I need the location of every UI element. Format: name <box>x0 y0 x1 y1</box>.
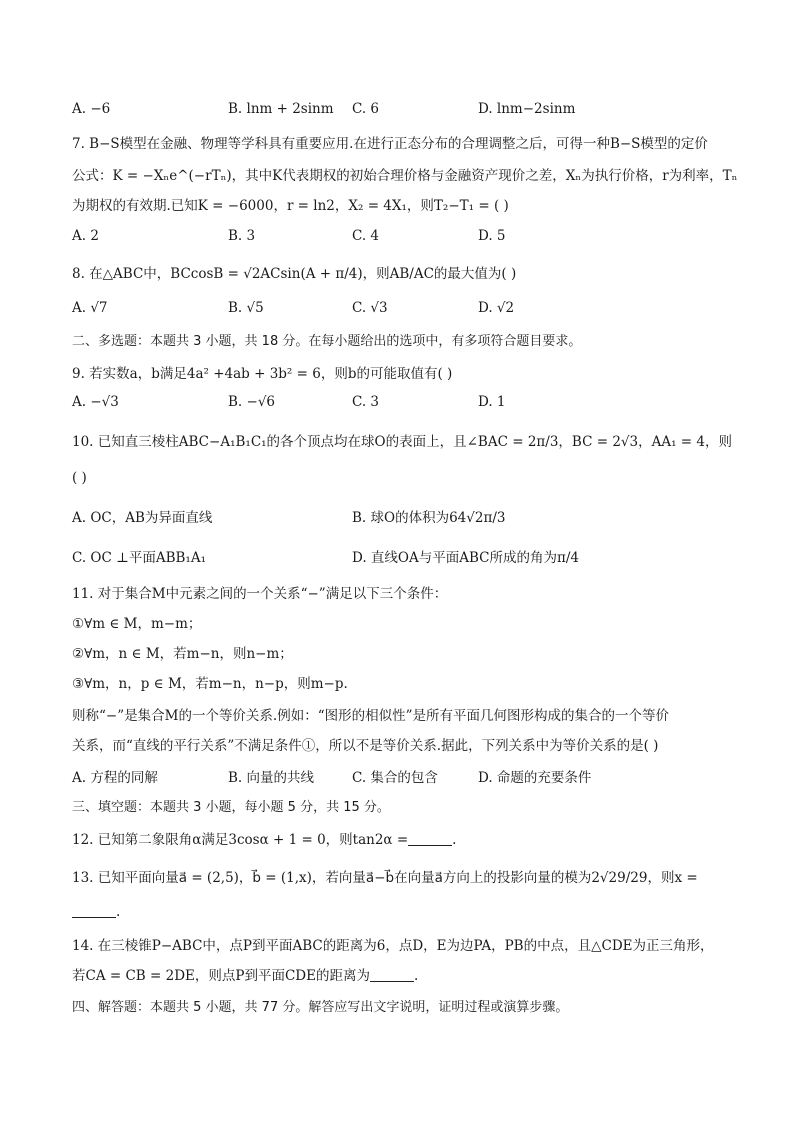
q8-option-a: A. √7 <box>72 300 108 316</box>
q6-option-c: C. 6 <box>352 101 380 117</box>
q11-line6: 关系，而“直线的平行关系”不满足条件①，所以不是等价关系.据此，下列关系中为等价关系的是( ) <box>72 738 659 754</box>
q7-option-a: A. 2 <box>72 228 99 244</box>
q7-line2: 公式：K = −Xₙe^(−rTₙ)，其中K代表期权的初始合理价格与金融资产现价之差，Xₙ为执行价格，r为利率，Tₙ <box>72 168 738 184</box>
q8-stem: 8. 在△ABC中，BCcosB = √2ACsin(A + π/4)，则AB/AC的最大值为( ) <box>72 266 517 282</box>
q7-option-c: C. 4 <box>352 228 380 244</box>
q14-line2 <box>72 966 734 986</box>
q10-option-d: D. 直线OA与平面ABC所成的角为π/4 <box>352 550 580 566</box>
q11-condition-3: ③∀m，n，p ∈ M，若m−n，n−p，则m−p. <box>72 676 348 692</box>
q9-option-d: D. 1 <box>478 394 506 410</box>
q7-line1: 7. B−S模型在金融、物理等学科具有重要应用.在进行正态分布的合理调整之后，可得一种B−S模型的定价 <box>72 136 708 152</box>
q11-option-d: D. 命题的充要条件 <box>478 770 592 786</box>
q10-line2: ( ) <box>72 470 87 486</box>
q10-line1: 10. 已知直三棱柱ABC−A₁B₁C₁的各个顶点均在球O的表面上，且∠BAC = 2π/3，BC = 2√3，AA₁ = 4，则 <box>72 434 732 450</box>
q12-text: 12. 已知第二象限角α满足3cosα + 1 = 0，则tan2α = <box>72 832 409 848</box>
q13-line1: 13. 已知平面向量a⃗ = (2,5)，b⃗ = (1,x)，若向量a⃗−b⃗在向量a⃗方向上的投影向量的模为2√29/29，则x = <box>72 870 698 886</box>
q8-option-d: D. √2 <box>478 300 515 316</box>
q11-condition-2: ②∀m，n ∈ M，若m−n，则n−m； <box>72 646 293 662</box>
q14-line1: 14. 在三棱锥P−ABC中，点P到平面ABC的距离为6，点D，E为边PA，PB的中点，且△CDE为正三角形， <box>72 938 714 954</box>
q11-condition-1: ①∀m ∈ M，m−m； <box>72 616 202 632</box>
q11-line5: 则称“−”是集合M的一个等价关系.例如：“图形的相似性”是所有平面几何图形构成的集合的一个等价 <box>72 708 670 724</box>
q10-option-a: A. OC，AB为异面直线 <box>72 510 213 526</box>
q8-option-b: B. √5 <box>228 300 264 316</box>
q6-option-b: B. lnm + 2sinm <box>228 101 334 117</box>
q9-option-a: A. −√3 <box>72 394 119 410</box>
q7-option-b: B. 3 <box>228 228 256 244</box>
q9-option-c: C. 3 <box>352 394 380 410</box>
q6-option-d: D. lnm−2sinm <box>478 101 576 117</box>
q6-option-a: A. −6 <box>72 101 111 117</box>
q12-stem <box>72 830 734 850</box>
q14-text: 若CA = CB = 2DE，则点P到平面CDE的距离为 <box>72 968 370 984</box>
q7-line3: 为期权的有效期.已知K = −6000，r = ln2，X₂ = 4X₁，则T₂−T₁ = ( ) <box>72 198 509 214</box>
q10-option-b: B. 球O的体积为64√2π/3 <box>352 510 506 526</box>
q11-line1: 11. 对于集合M中元素之间的一个关系“−”满足以下三个条件： <box>72 586 448 602</box>
q8-option-c: C. √3 <box>352 300 388 316</box>
q12-answer-blank[interactable] <box>408 831 452 846</box>
section-2-heading: 二、多选题：本题共 3 小题，共 18 分。在每小题给出的选项中，有多项符合题目要求。 <box>72 334 582 349</box>
q11-option-b: B. 向量的共线 <box>228 770 315 786</box>
q12-period: . <box>452 832 457 848</box>
q11-option-a: A. 方程的同解 <box>72 770 158 786</box>
q9-option-b: B. −√6 <box>228 394 276 410</box>
q13-answer-blank[interactable] <box>72 903 116 918</box>
q13-period: . <box>116 904 121 920</box>
q13-line2 <box>72 902 734 922</box>
q11-option-c: C. 集合的包含 <box>352 770 438 786</box>
q7-option-d: D. 5 <box>478 228 506 244</box>
q10-option-c: C. OC ⊥平面ABB₁A₁ <box>72 550 206 566</box>
q14-answer-blank[interactable] <box>370 967 414 982</box>
section-4-heading: 四、解答题：本题共 5 小题，共 77 分。解答应写出文字说明，证明过程或演算步骤。 <box>72 1000 569 1015</box>
section-3-heading: 三、填空题：本题共 3 小题，每小题 5 分，共 15 分。 <box>72 800 390 815</box>
q9-stem: 9. 若实数a，b满足4a² +4ab + 3b² = 6，则b的可能取值有( ) <box>72 366 453 382</box>
q14-period: . <box>413 968 419 984</box>
